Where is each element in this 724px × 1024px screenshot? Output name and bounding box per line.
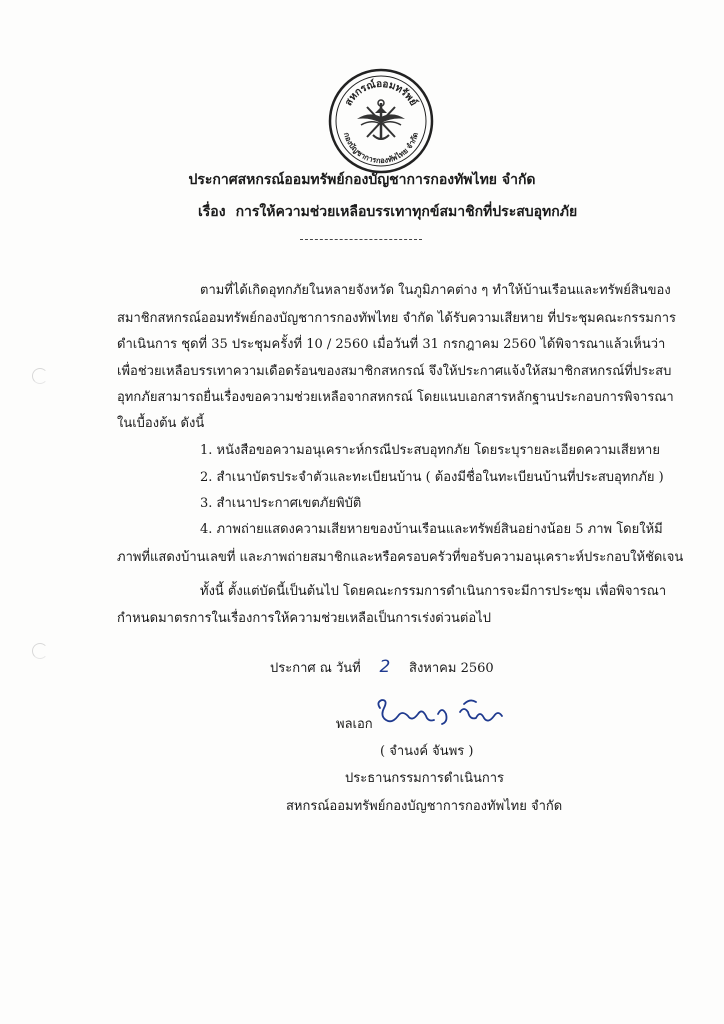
paragraph-line: กำหนดมาตรการในเรื่องการให้ความช่วยเหลือเป็นการเร่งด่วนต่อไป bbox=[117, 611, 491, 626]
signatory-organization: สหกรณ์ออมทรัพย์กองบัญชาการกองทัพไทย จำกัด bbox=[286, 799, 563, 814]
handwritten-signature bbox=[372, 694, 512, 736]
announcement-day: 2 bbox=[379, 657, 391, 677]
announcement-prefix: ประกาศ ณ วันที่ bbox=[270, 661, 361, 676]
paragraph-line: ตามที่ได้เกิดอุทกภัยในหลายจังหวัด ในภูมิภาคต่าง ๆ ทำให้บ้านเรือนและทรัพย์สินของ bbox=[200, 283, 671, 298]
document-title: ประกาศสหกรณ์ออมทรัพย์กองบัญชาการกองทัพไทย จำกัด bbox=[188, 172, 536, 188]
list-item: 2. สำเนาบัตรประจำตัวและทะเบียนบ้าน ( ต้องมีชื่อในทะเบียนบ้านที่ประสบอุทกภัย ) bbox=[200, 470, 664, 485]
title-divider bbox=[300, 239, 422, 240]
punch-hole-mark bbox=[32, 368, 48, 384]
paragraph-line: ในเบื้องต้น ดังนี้ bbox=[117, 416, 205, 431]
signatory-name: ( จำนงค์ จันพร ) bbox=[380, 744, 474, 759]
document-subject bbox=[198, 201, 577, 223]
signatory-position: ประธานกรรมการดำเนินการ bbox=[345, 771, 505, 786]
punch-hole-mark bbox=[32, 643, 48, 659]
paragraph-line: อุทกภัยสามารถยื่นเรื่องขอความช่วยเหลือจากสหกรณ์ โดยแนบเอกสารหลักฐานประกอบการพิจารณา bbox=[117, 390, 674, 405]
subject-text: การให้ความช่วยเหลือบรรเทาทุกข์สมาชิกที่ประสบอุทกภัย bbox=[235, 204, 578, 220]
announcement-month-year: สิงหาคม 2560 bbox=[409, 661, 494, 676]
list-item: 3. สำเนาประกาศเขตภัยพิบัติ bbox=[200, 496, 362, 511]
subject-label: เรื่อง bbox=[198, 204, 226, 220]
svg-text:สหกรณ์ออมทรัพย์: สหกรณ์ออมทรัพย์ bbox=[343, 78, 419, 108]
list-item: 4. ภาพถ่ายแสดงความเสียหายของบ้านเรือนและทรัพย์สินอย่างน้อย 5 ภาพ โดยให้มี bbox=[200, 522, 663, 537]
announcement-date bbox=[270, 657, 494, 678]
list-item-continuation: ภาพที่แสดงบ้านเลขที่ และภาพถ่ายสมาชิกและหรือครอบครัวที่ขอรับความอนุเคราะห์ประกอบให้ชัดเจน bbox=[117, 550, 684, 565]
list-item: 1. หนังสือขอความอนุเคราะห์กรณีประสบอุทกภัย โดยระบุรายละเอียดความเสียหาย bbox=[200, 443, 660, 458]
paragraph-line: เพื่อช่วยเหลือบรรเทาความเดือดร้อนของสมาชิกสหกรณ์ จึงให้ประกาศแจ้งให้สมาชิกสหกรณ์ที่ประสบ bbox=[117, 364, 672, 379]
signatory-rank: พลเอก bbox=[336, 717, 373, 732]
svg-text:กองบัญชาการกองทัพไทย จำกัด: กองบัญชาการกองทัพไทย จำกัด bbox=[341, 131, 421, 166]
paragraph-line: ทั้งนี้ ตั้งแต่บัดนี้เป็นต้นไป โดยคณะกรรมการดำเนินการจะมีการประชุม เพื่อพิจารณา bbox=[200, 584, 667, 599]
paragraph-line: สมาชิกสหกรณ์ออมทรัพย์กองบัญชาการกองทัพไทย จำกัด ได้รับความเสียหาย ที่ประชุมคณะกรรมการ bbox=[117, 311, 677, 326]
organization-seal-logo bbox=[327, 67, 435, 175]
paragraph-line: ดำเนินการ ชุดที่ 35 ประชุมครั้งที่ 10 / 2560 เมื่อวันที่ 31 กรกฎาคม 2560 ได้พิจารณาแล้วเห็นว่า bbox=[117, 337, 666, 352]
